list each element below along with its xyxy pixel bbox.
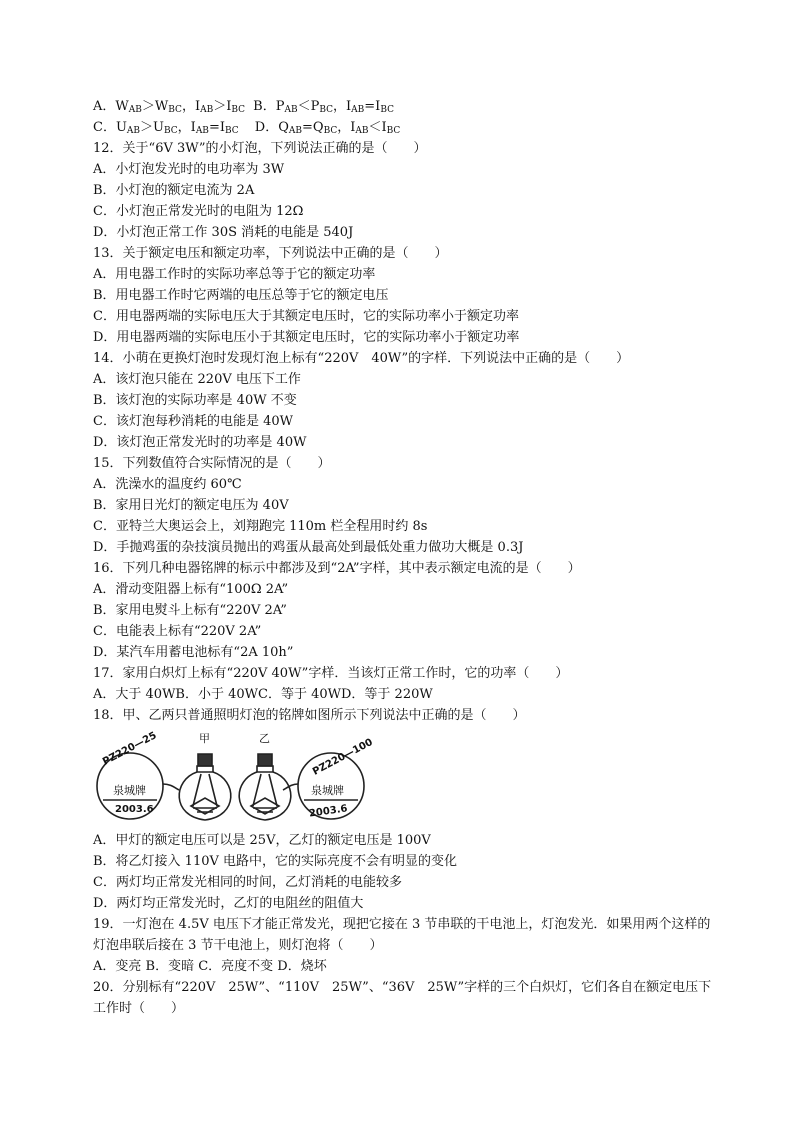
q12-option-c: C．小灯泡正常发光时的电阻为 12Ω bbox=[93, 204, 304, 219]
q18-option-a: A．甲灯的额定电压可以是 25V，乙灯的额定电压是 100V bbox=[93, 833, 431, 848]
q16-option-c: C．电能表上标有“220V 2A” bbox=[93, 624, 262, 639]
q11-options-row-2: C．$U_{AB}>U_{BC}$，$I_{AB}=I_{BC}$ D．$Q_{AB}=Q_{BC}$，$I_{AB}<I_{BC}$ bbox=[93, 120, 401, 136]
q17-stem: 17．家用白炽灯上标有“220V 40W”字样．当该灯正常工作时，它的功率（ ） bbox=[93, 666, 569, 681]
left-bulb-icon bbox=[179, 754, 231, 820]
q11-options-row-1: A．$W_{AB}>W_{BC}$，$I_{AB}>I_{BC}$ B．$P_{AB}<P_{BC}$，$I_{AB}=I_{BC}$ bbox=[93, 99, 394, 115]
q12-option-d: D．小灯泡正常工作 30S 消耗的电能是 540J bbox=[93, 225, 354, 240]
right-nameplate-brand: 泉城牌 bbox=[311, 784, 344, 797]
q15-option-b: B．家用日光灯的额定电压为 40V bbox=[93, 498, 289, 513]
q14-stem: 14．小萌在更换灯泡时发现灯泡上标有“220V 40W”的字样．下列说法中正确的是（ ） bbox=[93, 351, 630, 366]
q18-stem: 18．甲、乙两只普通照明灯泡的铭牌如图所示下列说法中正确的是（ ） bbox=[93, 708, 526, 723]
question-list bbox=[93, 96, 713, 1019]
q13-stem: 13．关于额定电压和额定功率，下列说法中正确的是（ ） bbox=[93, 246, 448, 261]
q15-option-c: C．亚特兰大奥运会上，刘翔跑完 110m 栏全程用时约 8s bbox=[93, 519, 428, 534]
q13-option-c: C．用电器两端的实际电压大于其额定电压时，它的实际功率小于额定功率 bbox=[93, 309, 519, 324]
q16-option-a: A．滑动变阻器上标有“100Ω 2A” bbox=[93, 582, 289, 597]
q18-option-c: C．两灯均正常发光相同的时间，乙灯消耗的电能较多 bbox=[93, 875, 402, 890]
q13-option-d: D．用电器两端的实际电压小于其额定电压时，它的实际功率小于额定功率 bbox=[93, 330, 520, 345]
q12-stem: 12．关于“6V 3W”的小灯泡，下列说法正确的是（ ） bbox=[93, 141, 427, 156]
bulb-nameplate-figure bbox=[93, 728, 433, 826]
q19-stem: 19．一灯泡在 4.5V 电压下才能正常发光，现把它接在 3 节串联的干电池上，灯泡发光．如果用两个这样的灯泡串联后接在 3 节干电池上，则灯泡将（ ） bbox=[93, 917, 711, 953]
left-nameplate-date: 2003.6 bbox=[115, 804, 154, 815]
left-nameplate-brand: 泉城牌 bbox=[113, 784, 146, 797]
q15-option-a: A．洗澡水的温度约 60℃ bbox=[93, 477, 242, 492]
q12-option-a: A．小灯泡发光时的电功率为 3W bbox=[93, 162, 285, 177]
q14-option-d: D．该灯泡正常发光时的功率是 40W bbox=[93, 435, 307, 450]
q15-stem: 15．下列数值符合实际情况的是（ ） bbox=[93, 456, 331, 471]
q16-stem: 16．下列几种电器铭牌的标示中都涉及到“2A”字样，其中表示额定电流的是（ ） bbox=[93, 561, 581, 576]
right-nameplate-date: 2003.6 bbox=[308, 803, 349, 820]
q16-option-d: D．某汽车用蓄电池标有“2A 10h” bbox=[93, 645, 294, 660]
q18-option-b: B．将乙灯接入 110V 电路中，它的实际亮度不会有明显的变化 bbox=[93, 854, 458, 869]
q18-option-d: D．两灯均正常发光时，乙灯的电阻丝的阻值大 bbox=[93, 896, 364, 911]
right-bulb-icon bbox=[239, 754, 291, 820]
q14-option-b: B．该灯泡的实际功率是 40W 不变 bbox=[93, 393, 297, 408]
q17-options: A．大于 40WB．小于 40WC．等于 40WD．等于 220W bbox=[93, 687, 433, 702]
q16-option-b: B．家用电熨斗上标有“220V 2A” bbox=[93, 603, 287, 618]
q14-option-c: C．该灯泡每秒消耗的电能是 40W bbox=[93, 414, 293, 429]
q15-option-d: D．手抛鸡蛋的杂技演员抛出的鸡蛋从最高处到最低处重力做功大概是 0.3J bbox=[93, 540, 524, 555]
q20-stem: 20．分别标有“220V 25W”、“110V 25W”、“36V 25W”字样的三个白炽灯，它们各自在额定电压下工作时（ ） bbox=[93, 980, 712, 1016]
q14-option-a: A．该灯泡只能在 220V 电压下工作 bbox=[93, 372, 301, 387]
label-jia: 甲 bbox=[199, 732, 210, 745]
label-yi: 乙 bbox=[259, 732, 270, 745]
q12-option-b: B．小灯泡的额定电流为 2A bbox=[93, 183, 255, 198]
q13-option-a: A．用电器工作时的实际功率总等于它的额定功率 bbox=[93, 267, 376, 282]
q19-options: A．变亮 B．变暗 C．亮度不变 D．烧坏 bbox=[93, 959, 327, 974]
right-nameplate-spec: PZ220—100 bbox=[311, 736, 375, 778]
left-nameplate-spec: PZ220—25 bbox=[101, 730, 159, 768]
q13-option-b: B．用电器工作时它两端的电压总等于它的额定电压 bbox=[93, 288, 389, 303]
